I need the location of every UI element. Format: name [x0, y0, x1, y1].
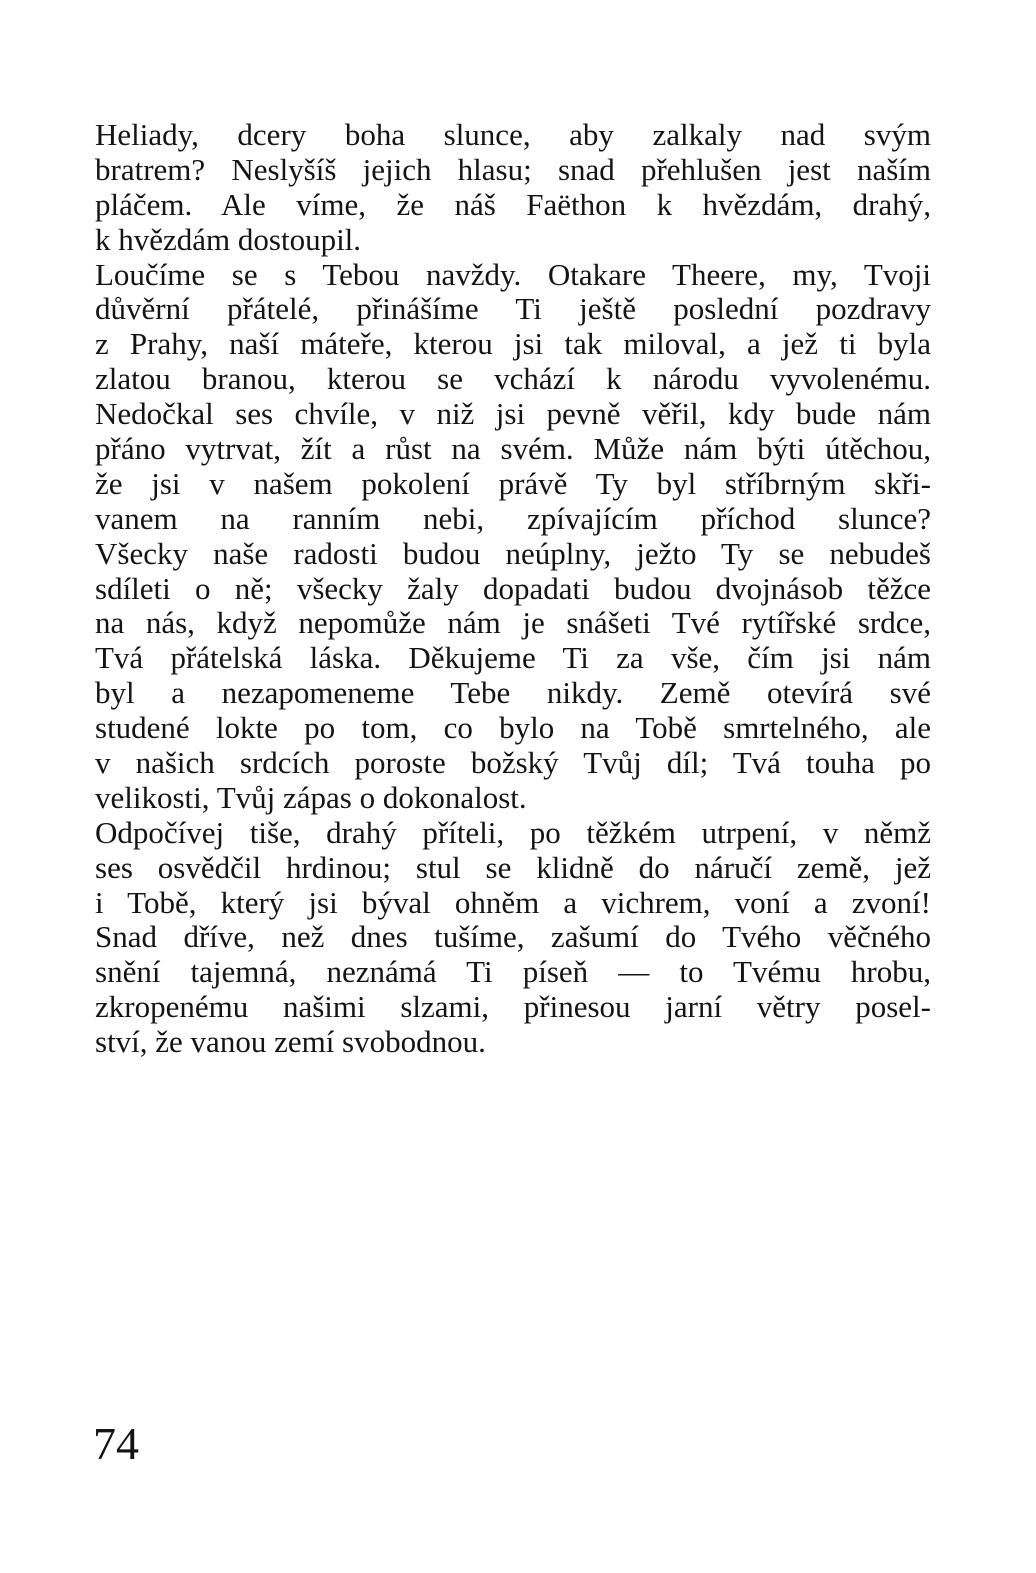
text-line: Loučíme se s Tebou navždy. Otakare Theere, my, Tvoji — [95, 257, 931, 292]
text-line: Snad dříve, než dnes tušíme, zašumí do Tvého věčného — [95, 920, 931, 955]
page-number: 74 — [93, 1418, 139, 1469]
text-line: Všecky naše radosti budou neúplny, ježto Ty se nebudeš — [95, 536, 931, 571]
text-line: velikosti, Tvůj zápas o dokonalost. — [95, 780, 527, 815]
paragraph-1 — [95, 118, 931, 258]
text-line: ství, že vanou zemí svobodnou. — [95, 1025, 486, 1060]
text-line: studené lokte po tom, co bylo na Tobě smrtelného, ale — [95, 711, 931, 746]
text-line: zlatou branou, kterou se vchází k národu vyvolenému. — [95, 362, 931, 397]
text-line: v našich srdcích poroste božský Tvůj díl; Tvá touha po — [95, 746, 931, 781]
text-line: důvěrní přátelé, přinášíme Ti ještě poslední pozdravy — [95, 292, 931, 327]
paragraph-3 — [95, 816, 931, 1060]
text-line: vanem na ranním nebi, zpívajícím příchod slunce? — [95, 501, 931, 536]
text-line: Heliady, dcery boha slunce, aby zalkaly nad svým — [95, 118, 931, 152]
text-line: že jsi v našem pokolení právě Ty byl stříbrným skři- — [95, 466, 931, 501]
text-line: zkropenému našimi slzami, přinesou jarní větry posel- — [95, 990, 931, 1025]
text-line: ses osvědčil hrdinou; stul se klidně do náručí země, jež — [95, 850, 931, 885]
text-line: snění tajemná, neznámá Ti píseň — to Tvému hrobu, — [95, 955, 931, 990]
paragraph-2 — [95, 258, 931, 816]
text-line: na nás, když nepomůže nám je snášeti Tvé rytířské srdce, — [95, 606, 931, 641]
body-text — [95, 118, 931, 1060]
text-line: bratrem? Neslyšíš jejich hlasu; snad přehlušen jest naším — [95, 152, 931, 187]
text-line: z Prahy, naší máteře, kterou jsi tak miloval, a jež ti byla — [95, 327, 931, 362]
text-line: Odpočívej tiše, drahý příteli, po těžkém utrpení, v němž — [95, 815, 931, 850]
text-line: byl a nezapomeneme Tebe nikdy. Země otevírá své — [95, 676, 931, 711]
text-line: Tvá přátelská láska. Děkujeme Ti za vše, čím jsi nám — [95, 641, 931, 676]
text-line: pláčem. Ale víme, že náš Faëthon k hvězdám, drahý, — [95, 187, 931, 222]
text-line: přáno vytrvat, žít a růst na svém. Může nám býti útěchou, — [95, 432, 931, 467]
text-line: Nedočkal ses chvíle, v niž jsi pevně věřil, kdy bude nám — [95, 397, 931, 432]
text-line: k hvězdám dostoupil. — [95, 222, 362, 257]
text-line: sdíleti o ně; všecky žaly dopadati budou dvojnásob těžce — [95, 571, 931, 606]
text-line: i Tobě, který jsi býval ohněm a vichrem, voní a zvoní! — [95, 885, 931, 920]
